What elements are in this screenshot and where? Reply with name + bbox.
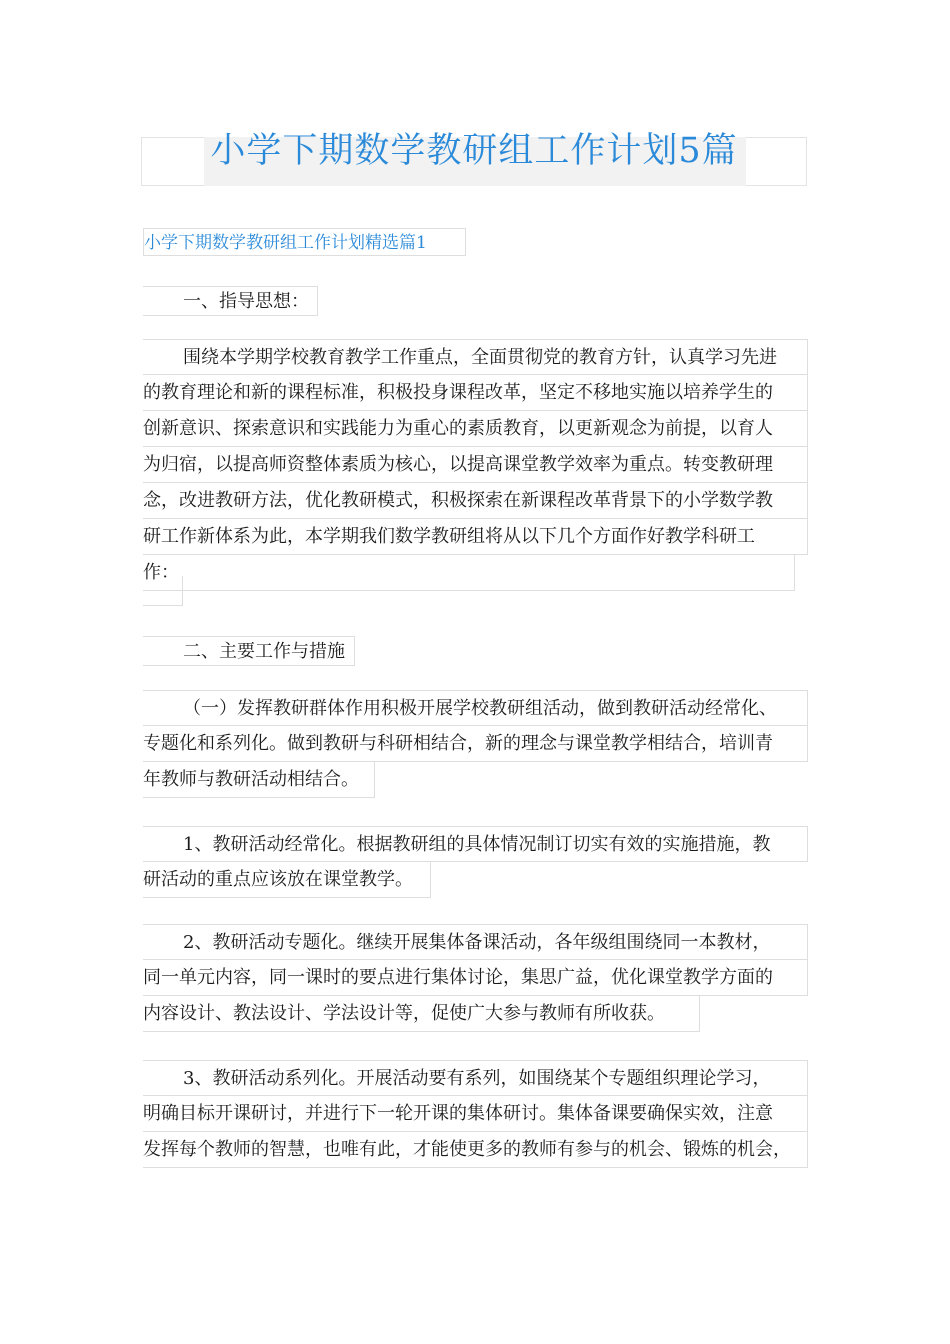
line-text: 1、教研活动经常化。根据教研组的具体情况制订切实有效的实施措施，教 <box>183 834 771 855</box>
heading-1-text: 一、指导思想： <box>183 291 309 312</box>
line-text: 年教师与教研活动相结合。 <box>143 769 359 790</box>
paragraph-line <box>143 1060 808 1096</box>
paragraph-line <box>143 375 808 411</box>
line-text: 为归宿，以提高师资整体素质为核心，以提高课堂教学效率为重点。转变教研理 <box>143 454 773 475</box>
paragraph-line <box>143 862 431 898</box>
heading-2-text: 二、主要工作与措施 <box>183 641 345 662</box>
line-text: 的教育理论和新的课程标准，积极投身课程改革，坚定不移地实施以培养学生的 <box>143 382 773 403</box>
line-text: 明确目标开课研讨，并进行下一轮开课的集体研讨。集体备课要确保实效，注意 <box>143 1103 773 1124</box>
paragraph-line <box>143 1132 808 1168</box>
paragraph-line <box>143 339 808 375</box>
heading-guiding-thought <box>143 286 318 316</box>
line-text: 创新意识、探索意识和实践能力为重心的素质教育，以更新观念为前提，以育人 <box>143 418 773 439</box>
document-title: 小学下期数学教研组工作计划5篇 <box>210 131 738 171</box>
paragraph-line <box>143 690 808 726</box>
paragraph-line <box>143 1096 808 1132</box>
section-title: 小学下期数学教研组工作计划精选篇1 <box>143 228 466 256</box>
line-text: 围绕本学期学校教育教学工作重点，全面贯彻党的教育方针，认真学习先进 <box>183 347 777 368</box>
paragraph-line <box>143 924 808 960</box>
line-text: 研活动的重点应该放在课堂教学。 <box>143 869 413 890</box>
line-text: （一）发挥教研群体作用积极开展学校教研组活动，做到教研活动经常化、 <box>183 698 777 719</box>
paragraph-line <box>143 996 700 1032</box>
paragraph-line <box>143 960 808 996</box>
paragraph-line <box>143 447 808 483</box>
line-text: 念，改进教研方法，优化教研模式，积极探索在新课程改革背景下的小学数学教 <box>143 490 773 511</box>
line-text: 内容设计、教法设计、学法设计等，促使广大参与教师有所收获。 <box>143 1003 665 1024</box>
line-text: 研工作新体系为此，本学期我们数学教研组将从以下几个方面作好教学科研工 <box>143 526 755 547</box>
line-text: 作： <box>143 562 179 583</box>
paragraph-line <box>143 411 808 447</box>
paragraph-line <box>143 519 808 555</box>
paragraph-line <box>143 726 808 762</box>
line-text: 发挥每个教师的智慧，也唯有此，才能使更多的教师有参与的机会、锻炼的机会， <box>143 1139 791 1160</box>
paragraph-line-tail <box>143 576 183 606</box>
line-text: 2、教研活动专题化。继续开展集体备课活动，各年级组围绕同一本教材， <box>183 932 771 953</box>
line-text: 3、教研活动系列化。开展活动要有系列，如围绕某个专题组织理论学习， <box>183 1068 771 1089</box>
line-text: 同一单元内容，同一课时的要点进行集体讨论，集思广益，优化课堂教学方面的 <box>143 967 773 988</box>
paragraph-line <box>143 826 808 862</box>
paragraph-line <box>143 555 795 591</box>
line-text: 专题化和系列化。做到教研与科研相结合，新的理念与课堂教学相结合，培训青 <box>143 733 773 754</box>
paragraph-line <box>143 483 808 519</box>
heading-main-work <box>143 636 355 666</box>
paragraph-line <box>143 762 375 798</box>
